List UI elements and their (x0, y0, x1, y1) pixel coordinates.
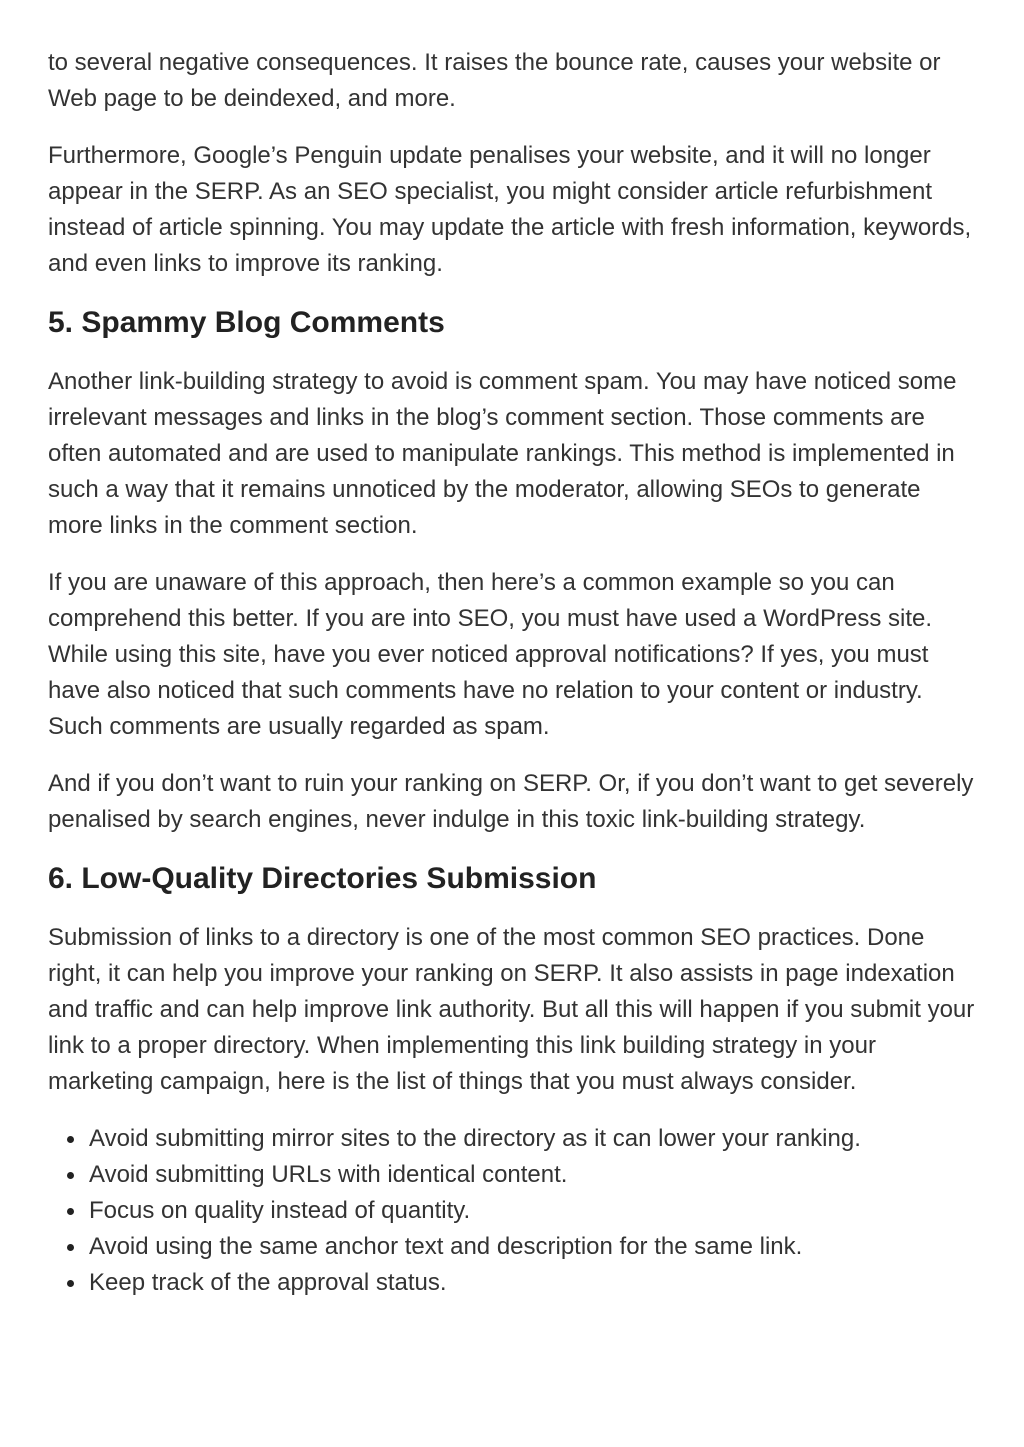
list-item-text: Focus on quality instead of quantity. (89, 1197, 471, 1224)
paragraph: Submission of links to a directory is one of the most common SEO practices. Done right, it can help you improve your ranking on SERP. It also assists in page indexation and traffic and can help improve link authority. But all this will happen if you submit your link to a proper directory. When implementing this link building strategy in your marketing campaign, here is the list of things that you must always consider. (48, 924, 975, 1095)
list-item-text: Avoid using the same anchor text and description for the same link. (89, 1233, 803, 1260)
paragraph: to several negative consequences. It raises the bounce rate, causes your website or Web page to be deindexed, and more. (48, 49, 941, 112)
article-body (48, 45, 978, 1301)
list-item (89, 1229, 978, 1265)
tips-list (48, 1121, 978, 1301)
bullet-icon (67, 1280, 74, 1287)
list-item (89, 1193, 978, 1229)
paragraph: And if you don’t want to ruin your ranking on SERP. Or, if you don’t want to get severely penalised by search engines, never indulge in this toxic link-building strategy. (48, 770, 974, 833)
bullet-icon (67, 1208, 74, 1215)
list-item (89, 1265, 978, 1301)
bullet-icon (67, 1172, 74, 1179)
list-item-text: Keep track of the approval status. (89, 1269, 447, 1296)
paragraph: Furthermore, Google’s Penguin update penalises your website, and it will no longer appear in the SERP. As an SEO specialist, you might consider article refurbishment instead of article spinning. You may update the article with fresh information, keywords, and even links to improve its ranking. (48, 142, 972, 277)
list-item (89, 1121, 978, 1157)
list-item-text: Avoid submitting mirror sites to the directory as it can lower your ranking. (89, 1125, 861, 1152)
paragraph: Another link-building strategy to avoid is comment spam. You may have noticed some irrelevant messages and links in the blog’s comment section. Those comments are often automated and are used to manipulate rankings. This method is implemented in such a way that it remains unnoticed by the moderator, allowing SEOs to generate more links in the comment section. (48, 368, 957, 539)
section-heading-low-quality-directories: 6. Low-Quality Directories Submission (48, 862, 597, 895)
list-item (89, 1157, 978, 1193)
bullet-icon (67, 1244, 74, 1251)
paragraph: If you are unaware of this approach, then here’s a common example so you can comprehend this better. If you are into SEO, you must have used a WordPress site. While using this site, have you ever noticed approval notifications? If yes, you must have also noticed that such comments have no relation to your content or industry. Such comments are usually regarded as spam. (48, 569, 933, 740)
list-item-text: Avoid submitting URLs with identical content. (89, 1161, 568, 1188)
section-heading-spammy-blog-comments: 5. Spammy Blog Comments (48, 306, 445, 339)
bullet-icon (67, 1136, 74, 1143)
